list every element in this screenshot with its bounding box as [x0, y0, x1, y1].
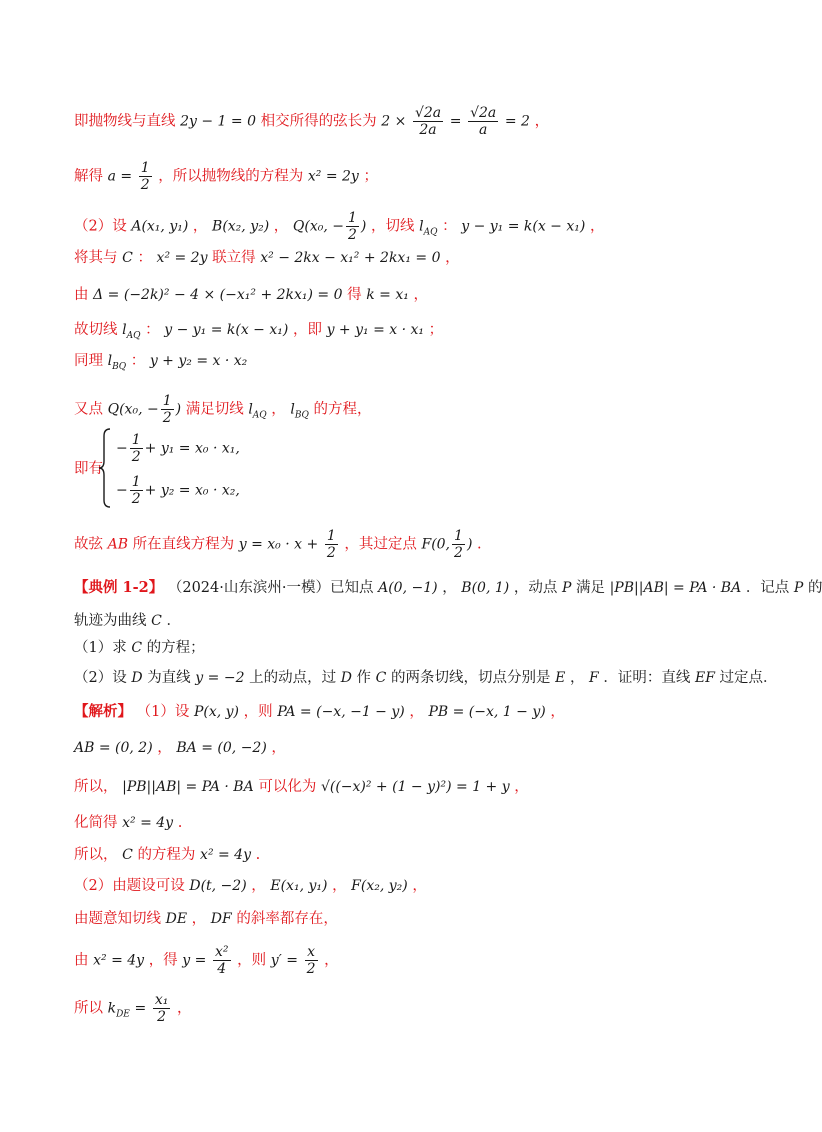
fraction: $\frac{1}{2}$: [131, 474, 141, 507]
system-eq-2: − $\frac{1}{2}$ + y₂ = x₀ · x₂,: [116, 474, 240, 507]
part2-solution-setup: （2）由题设可设 D(t, −2) ， E(x₁, y₁) ， F(x₂, y₂) ，: [74, 878, 427, 894]
left-brace-icon: [98, 428, 112, 508]
solution-header: 【解析】 （1）设 P(x, y) ，则 PA = (−x, −1 − y) ， PB = (−x, 1 − y) ，: [74, 703, 565, 720]
fraction: $\frac{1}{2}$: [140, 160, 150, 193]
fraction: $\frac{1}{2}$: [326, 528, 336, 561]
question-1: （1）求 C 的方程；: [74, 640, 205, 656]
tangent-aq-line: 故切线 $l_{AQ}$ ： y − y₁ = k(x − x₁) ，即 y + y₁ = x · x₁ ；: [74, 322, 444, 341]
slopes-exist: 由题意知切线 DE ， DF 的斜率都存在，: [74, 911, 338, 927]
point-q-line: 又点 Q(x₀, − $\frac{1}{2}$ ) 满足切线 $l_{AQ}$ ， $l_{BQ}$ 的方程，: [74, 393, 372, 426]
fraction: $\frac{x}{2}$: [306, 944, 316, 977]
tangent-bq-line: 同理 $l_{BQ}$ ： y + y₂ = x · x₂: [74, 353, 248, 372]
solve-a-line: 解得 a = $\frac{1}{2}$ ，所以抛物线的方程为 x² = 2y ；: [74, 160, 378, 193]
fraction: $\frac{\text{x₁}}{2}$: [154, 992, 169, 1025]
chord-length-line: 即抛物线与直线 2y − 1 = 0 相交所得的弦长为 2 × $\frac{√2a}{2a}$ = $\frac{√2a}{a}$ = 2 ，: [74, 105, 550, 138]
fraction: $\frac{1}{2}$: [454, 528, 463, 561]
simplified-result: 化简得 x² = 4y .: [74, 815, 183, 831]
substitute-line: 将其与 C ： x² = 2y 联立得 x² − 2kx − x₁² + 2kx₁ = 0 ，: [74, 250, 460, 266]
simplify-condition: 所以， |PB||AB| = PA · BA 可以化为 √((−x)² + (1 − y)²) = 1 + y ，: [74, 779, 529, 795]
question-2: （2）设 D 为直线 y = −2 上的动点，过 D 作 C 的两条切线，切点分别是 E ， F ．证明：直线 EF 过定点．: [74, 670, 778, 686]
equation-c: 所以， C 的方程为 x² = 4y .: [74, 847, 261, 863]
example-header: 【典例 1-2】 （2024·山东滨州·一模）已知点 A(0, −1) ， B(0, 1) ，动点 P 满足 |PB||AB| = PA · BA ．记点 P 的: [74, 579, 822, 596]
fraction: $\frac{√2a}{2a}$: [414, 105, 442, 138]
fraction: $\frac{√2a}{a}$: [470, 105, 497, 138]
system-eq-1: − $\frac{1}{2}$ + y₁ = x₀ · x₁,: [116, 432, 240, 465]
fraction: $\frac{1}{2}$: [348, 210, 357, 243]
vectors-ab-ba: AB = (0, 2) ， BA = (0, −2) ，: [74, 740, 286, 756]
slope-de-line: 所以 $k_{DE}$ = $\frac{\text{x₁}}{2}$ ，: [74, 992, 192, 1025]
fraction: $\frac{1}{2}$: [131, 432, 141, 465]
fraction: $\frac{\text{x²}}{4}$: [215, 944, 229, 977]
curve-c-line: 轨迹为曲线 C ．: [74, 613, 181, 629]
system-intro: 即有: [74, 461, 103, 477]
chord-ab-line: 故弦 AB 所在直线方程为 y = x₀ · x + $\frac{1}{2}$ ，其过定点 F(0, $\frac{1}{2}$ ) .: [74, 528, 482, 561]
part2-setup-line: （2）设 A(x₁, y₁) ， B(x₂, y₂) ， Q(x₀, − $\frac{1}{2}$ ) ，切线 $l_{AQ}$ ： y − y₁ = k(x − x₁) ，: [74, 210, 605, 243]
discriminant-line: 由 Δ = (−2k)² − 4 × (−x₁² + 2kx₁) = 0 得 k = x₁ ，: [74, 287, 428, 303]
fraction: $\frac{1}{2}$: [162, 393, 172, 426]
derivative-line: 由 x² = 4y ，得 y = $\frac{\text{x²}}{4}$ ，则 y′ = $\frac{x}{2}$ ，: [74, 944, 339, 977]
